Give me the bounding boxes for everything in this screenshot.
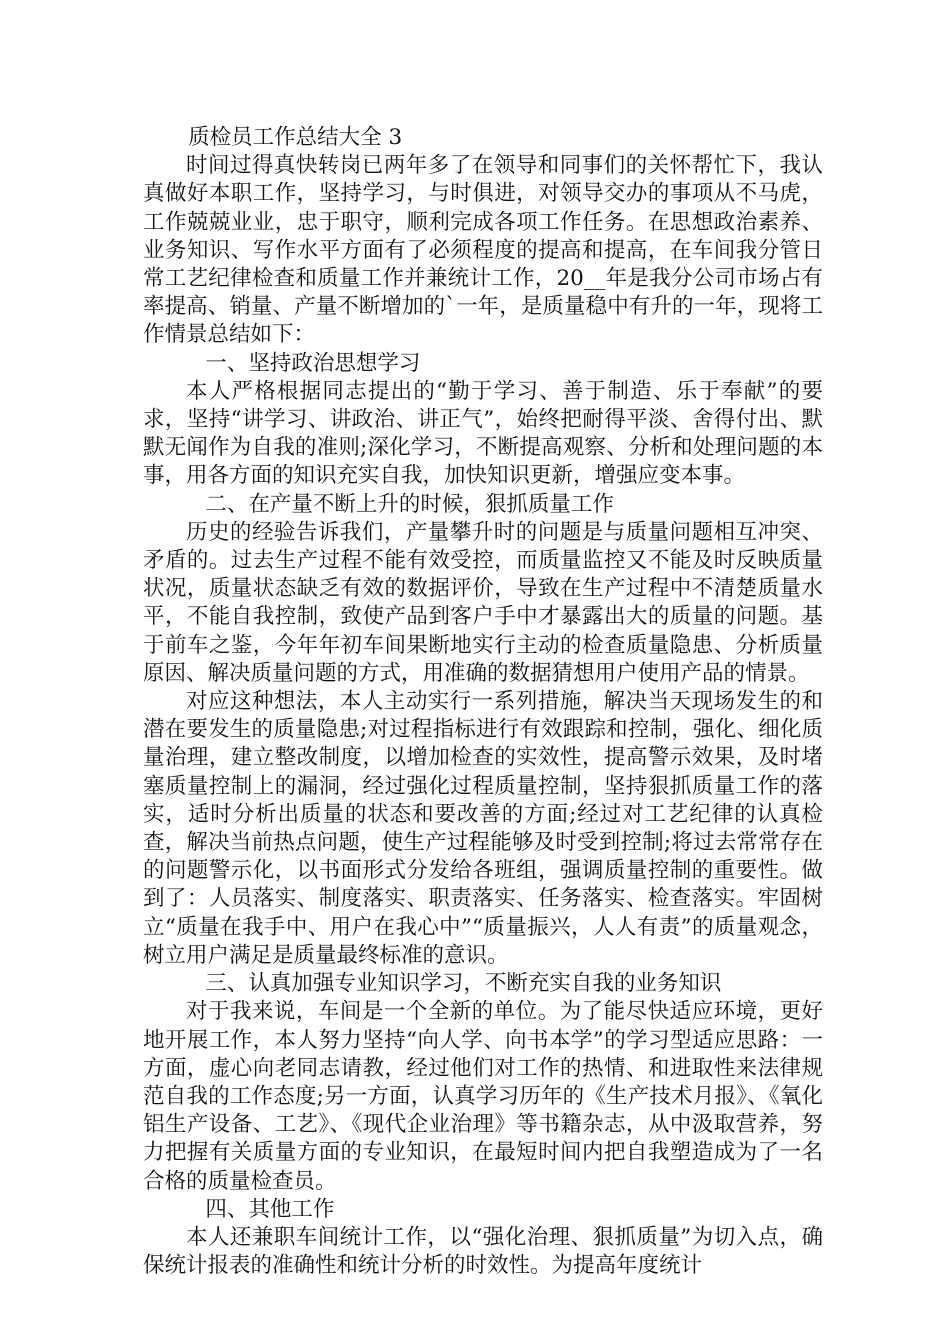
section-heading-4: 四、其他工作	[205, 1196, 335, 1222]
section-heading-3: 三、认真加强专业知识学习，不断充实自我的业务知识	[205, 971, 722, 997]
paragraph-section-2-b: 对应这种想法，本人主动实行一系列措施，解决当天现场发生的和潜在要发生的质量隐患;对过程指标进行有效跟踪和控制，强化、细化质量治理，建立整改制度，以增加检查的实效性，提高警示效果，及时堵塞质量控制上的漏洞，经过强化过程质量控制，坚持狠抓质量工作的落实，适时分析出质量的状态和要改善的方面;经过对工艺纪律的认真检查，解决当前热点问题，使生产过程能够及时受到控制;将过去常常存在的问题警示化，以书面形式分发给各班组，强调质量控制的重要性。做到了：人员落实、制度落实、职责落实、任务落实、检查落实。牢固树立“质量在我手中、用户在我心中”“质量振兴，人人有责”的质量观念，树立用户满足是质量最终标准的意识。	[143, 689, 823, 968]
paragraph-section-2-a: 历史的经验告诉我们，产量攀升时的问题是与质量问题相互冲突、矛盾的。过去生产过程不能有效受控，而质量监控又不能及时反映质量状况，质量状态缺乏有效的数据评价，导致在生产过程中不清楚质量水平，不能自我控制，致使产品到客户手中才暴露出大的质量的问题。基于前车之鉴，今年年初车间果断地实行主动的检查质量隐患、分析质量原因、解决质量问题的方式，用准确的数据猜想用户使用产品的情景。	[143, 519, 823, 686]
document-page	[143, 124, 823, 1280]
section-heading-1: 一、坚持政治思想学习	[205, 350, 421, 376]
paragraph-intro: 时间过得真快转岗已两年多了在领导和同事们的关怀帮忙下，我认真做好本职工作，坚持学习，与时俱进，对领导交办的事项从不马虎，工作兢兢业业，忠于职守，顺利完成各项工作任务。在思想政治素养、业务知识、写作水平方面有了必须程度的提高和提高，在车间我分管日常工艺纪律检查和质量工作并兼统计工作，20__年是我分公司市场占有率提高、销量、产量不断增加的`一年，是质量稳中有升的一年，现将工作情景总结如下：	[143, 153, 823, 348]
document-title: 质检员工作总结大全 3	[188, 125, 403, 150]
paragraph-section-4: 本人还兼职车间统计工作，以“强化治理、狠抓质量”为切入点，确保统计报表的准确性和统计分析的时效性。为提高年度统计	[143, 1224, 823, 1279]
paragraph-section-1: 本人严格根据同志提出的“勤于学习、善于制造、乐于奉献”的要求，坚持“讲学习、讲政治、讲正气”，始终把耐得平淡、舍得付出、默默无闻作为自我的准则;深化学习，不断提高观察、分析和处理问题的本事，用各方面的知识充实自我，加快知识更新，增强应变本事。	[143, 378, 823, 489]
paragraph-section-3: 对于我来说，车间是一个全新的单位。为了能尽快适应环境，更好地开展工作，本人努力坚持“向人学、向书本学”的学习型适应思路：一方面，虚心向老同志请教，经过他们对工作的热情、和进取性来法律规范自我的工作态度;另一方面，认真学习历年的《生产技术月报》、《氧化铝生产设备、工艺》、《现代企业治理》等书籍杂志，从中汲取营养，努力把握有关质量方面的专业知识，在最短时间内把自我塑造成为了一名合格的质量检查员。	[143, 999, 823, 1194]
section-heading-2: 二、在产量不断上升的时候，狠抓质量工作	[205, 491, 614, 517]
